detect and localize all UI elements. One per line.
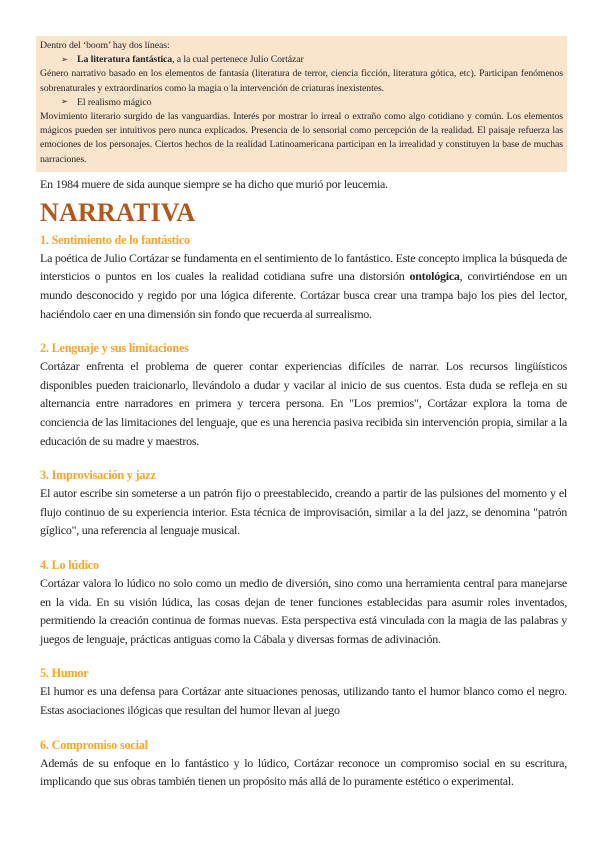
section-compromiso-social	[40, 738, 567, 791]
page-title: NARRATIVA	[40, 197, 196, 227]
section-improvisacion-jazz	[40, 468, 567, 540]
section-heading: 5. Humor	[40, 666, 89, 681]
section-heading: 3. Improvisación y jazz	[40, 468, 156, 483]
arrowhead-bullet-icon: ➢	[61, 97, 69, 108]
paragraph-text: , convirtiéndose en un mundo desconocido y regido por una lógica diferente. Cortázar busca crear una trampa bajo los pies del lector, haciéndolo caer en una dimensión sin fondo que recuerda al surrealismo.	[40, 269, 567, 321]
bullet-label: El realismo mágico	[77, 96, 152, 108]
section-lenguaje-limitaciones	[40, 341, 567, 450]
magic-realism-paragraph: Movimiento literario surgido de las vanguardias. Interés por mostrar lo irreal o extraño como algo cotidiano y común. Los elementos mágicos pueden ser intuitivos pero nunca explicados. Presencia de lo sensorial como percepción de la realidad. El paisaje refuerza las emociones de los personajes. Ciertos hechos de la realidad Latinoamericana participan en la irrealidad y constituyen la base de muchas narraciones.	[40, 111, 563, 165]
death-note-line: En 1984 muere de sida aunque siempre se ha dicho que murió por leucemia.	[40, 176, 388, 191]
section-lo-ludico	[40, 558, 567, 648]
bullet-rest-text: , a la cual pertenece Julio Cortázar	[172, 54, 304, 66]
paragraph-text: La poética de Julio Cortázar se fundamenta en el sentimiento de lo fantástico. Este concepto implica la búsqueda de intersticios o puntos en los cuales la realidad cotidiana sufre una distorsión	[40, 250, 567, 284]
section-paragraph	[40, 249, 567, 323]
arrowhead-bullet-icon: ➢	[61, 54, 69, 65]
section-paragraph: El humor es una defensa para Cortázar ante situaciones penosas, utilizando tanto el humor blanco como el negro. Estas asociaciones ilógicas que resultan del humor llevan al juego	[40, 684, 567, 717]
section-humor	[40, 666, 567, 719]
bullet-item-literatura-fantastica	[40, 53, 563, 67]
section-paragraph: El autor escribe sin someterse a un patrón fijo o preestablecido, creando a partir de las pulsiones del momento y el flujo continuo de su experiencia interior. Esta técnica de improvisación, similar a la del jazz, se denomina "patrón gíglico", una referencia al lenguaje musical.	[40, 486, 567, 538]
bullet-item-realismo-magico	[40, 96, 563, 110]
section-paragraph: Además de su enfoque en lo fantástico y lo lúdico, Cortázar reconoce un compromiso social en su escritura, implicando que sus obras también tienen un propósito más allá de lo puramente estético o experimental.	[40, 755, 567, 789]
section-sentimiento-fantastico	[40, 233, 567, 323]
highlighted-notes-block	[36, 36, 567, 172]
section-heading: 4. Lo lúdico	[40, 557, 99, 572]
bullet-bold-label: La literatura fantástica	[77, 54, 173, 66]
paragraph-bold-term: ontológica	[409, 269, 460, 284]
section-paragraph: Cortázar enfrenta el problema de querer contar experiencias difíciles de narrar. Los recursos lingüísticos disponibles pueden traicionarlo, llevándolo a dudar y vacilar al inicio de sus cuentos. Esta duda se refleja en su alternancia entre narradores en primera y tercera persona. En "Los premios", Cortázar explora la toma de conciencia de las limitaciones del lenguaje, que es una herencia pasiva recibida sin intervención propia, similar a la educación de su madre y maestros.	[40, 359, 567, 448]
boom-intro-line: Dentro del ‘boom’ hay dos líneas:	[40, 40, 170, 51]
section-paragraph: Cortázar valora lo lúdico no solo como un medio de diversión, sino como una herramienta central para manejarse en la vida. En su visión lúdica, las cosas dejan de tener funciones establecidas para asumir roles inventados, permitiendo la creación continua de formas nuevas. Esta perspectiva está vinculada con la magia de las palabras y juegos de lenguaje, prácticas antiguas como la Cábala y diversas formas de adivinación.	[40, 575, 567, 646]
section-heading: 1. Sentimiento de lo fantástico	[40, 232, 190, 247]
section-heading: 2. Lenguaje y sus limitaciones	[40, 341, 189, 356]
fantastic-genre-paragraph: Género narrativo basado en los elementos de fantasía (literatura de terror, ciencia ficción, literatura gótica, etc). Participan fenómenos sobrenaturales y extraordinarios como la magia o la intervención de criaturas inexistentes.	[40, 68, 563, 94]
section-heading: 6. Compromiso social	[40, 737, 148, 752]
